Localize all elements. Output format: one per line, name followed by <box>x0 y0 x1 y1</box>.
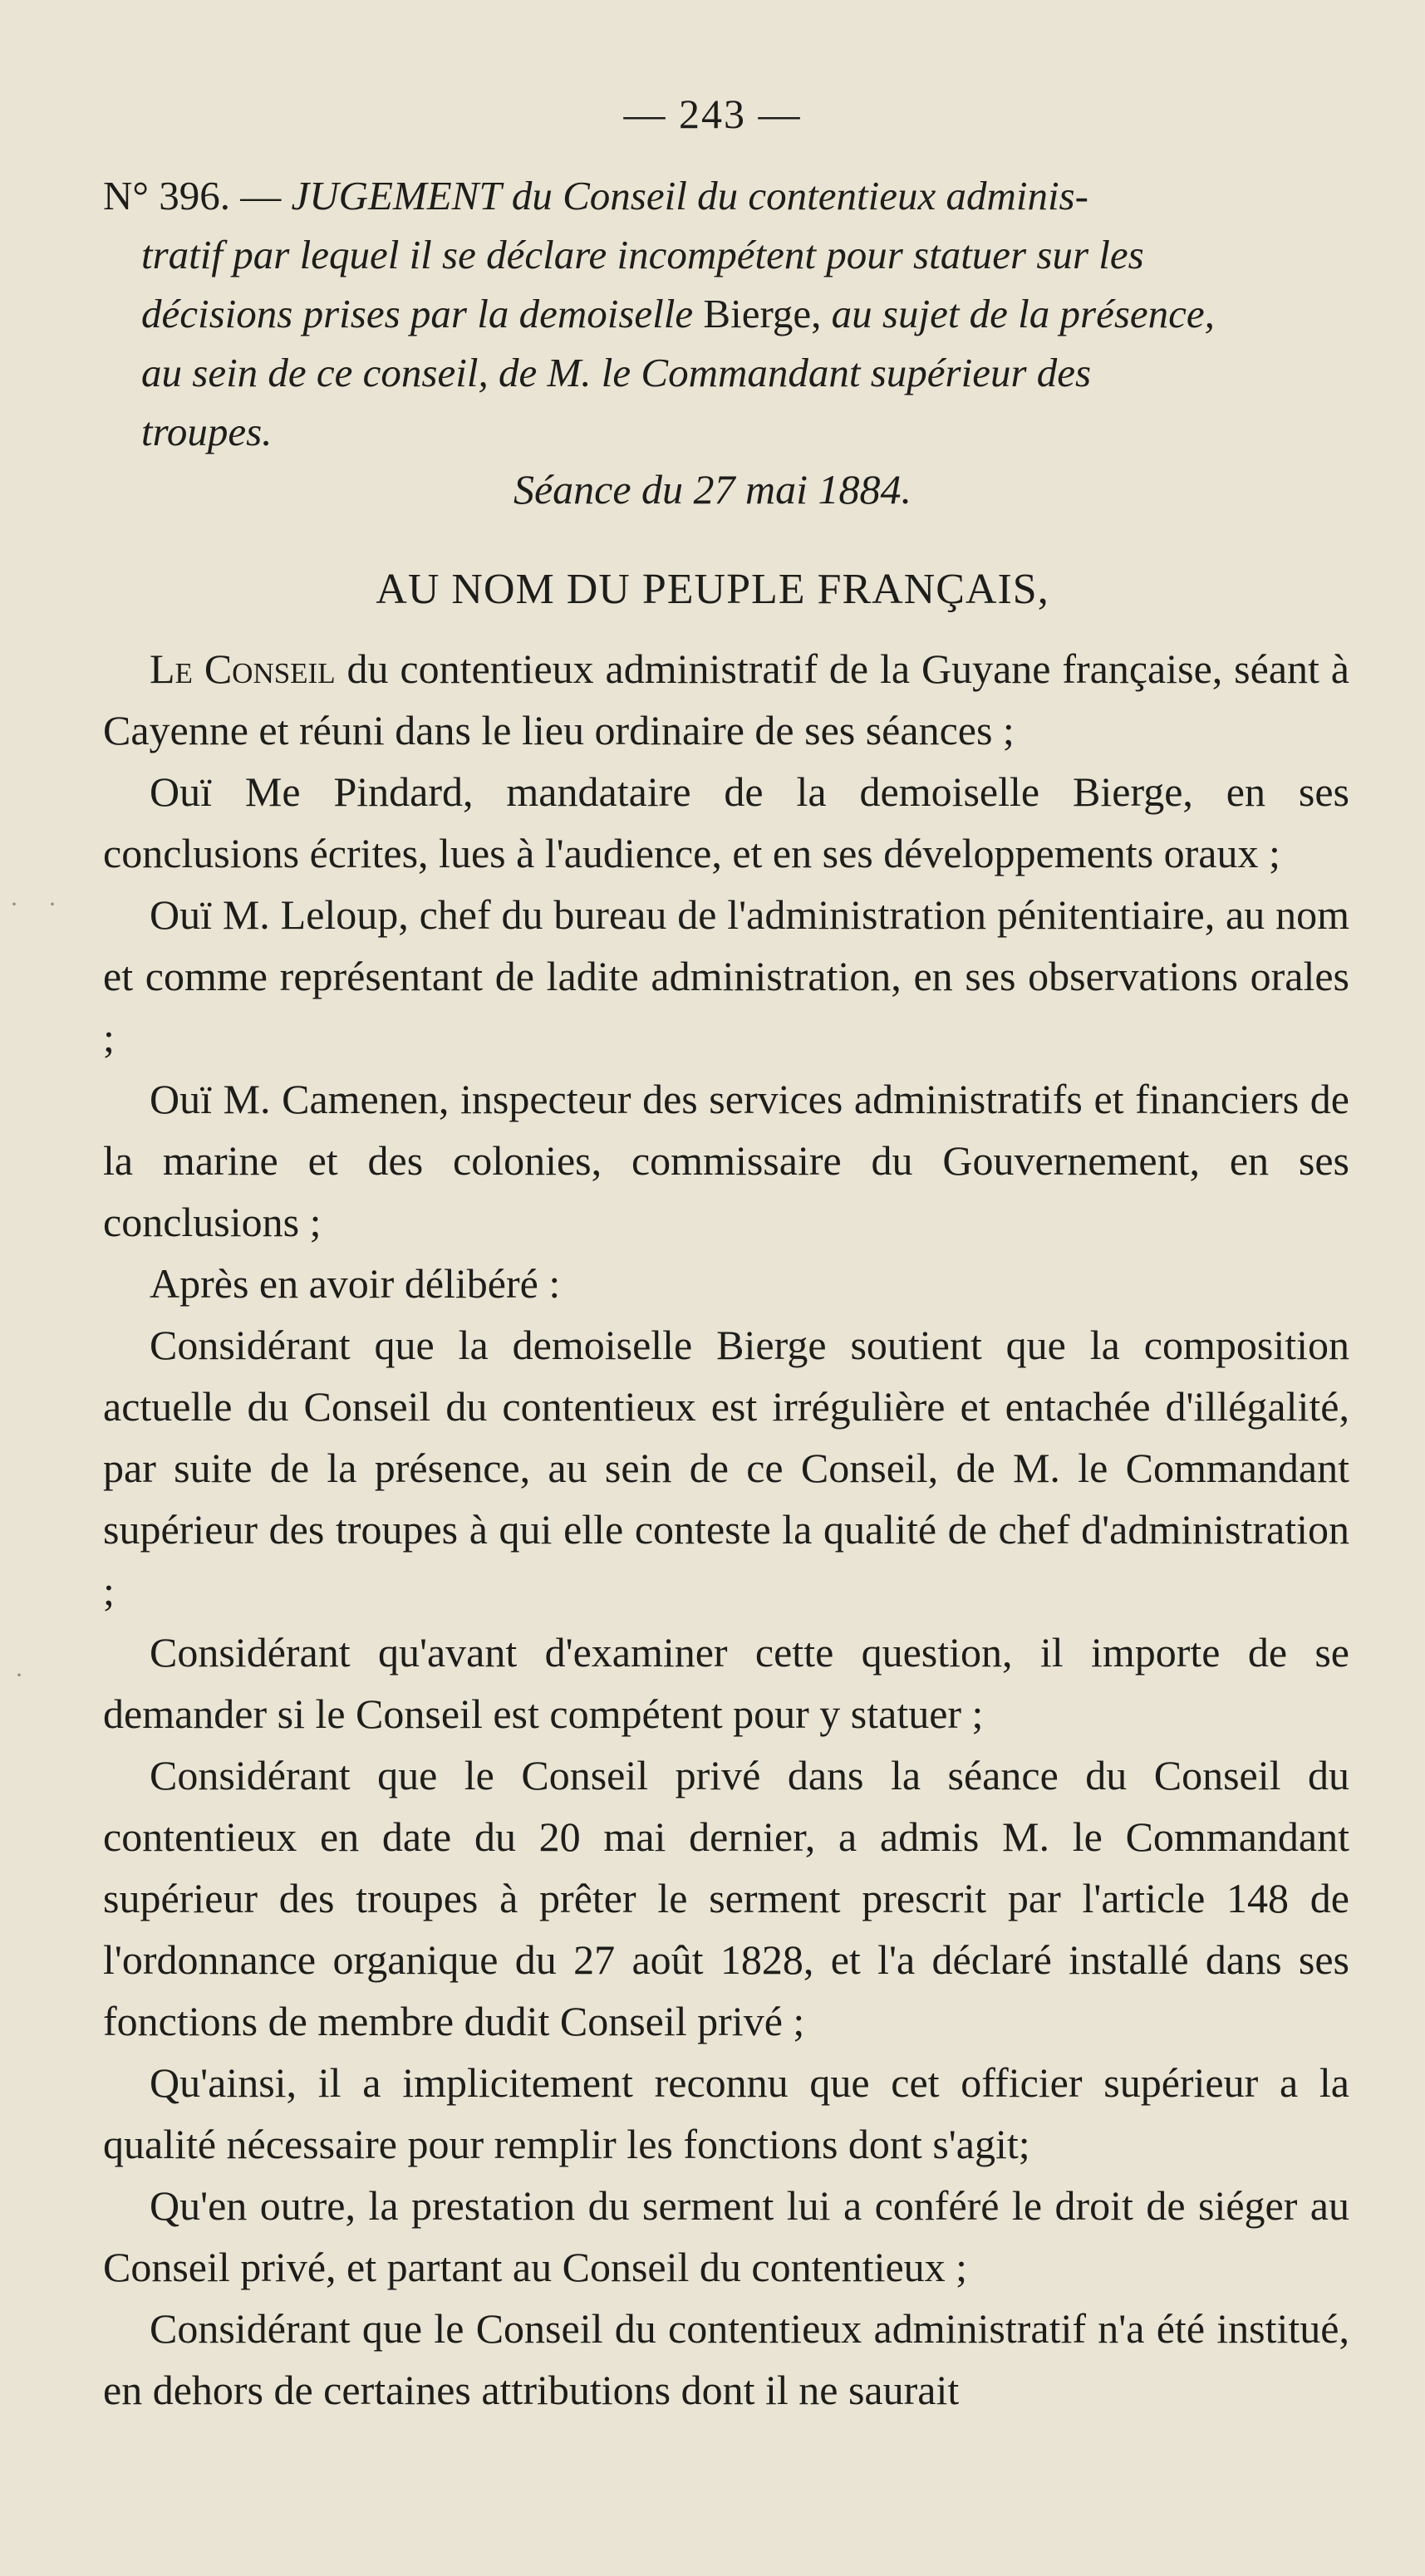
paragraph-ainsi: Qu'ainsi, il a implicitement reconnu que cet officier supérieur a la qualité nécessaire pour remplir les fonctions dont s'agit; <box>103 2059 1349 2167</box>
paragraph-considerant-1: Considérant que la demoiselle Bierge soutient que la composition actuelle du Conseil du contentieux est irrégulière et entachée d'illégalité, par suite de la présence, au sein de ce Conseil, de M. le Commandant supérieur des troupes à qui elle conteste la qualité de chef d'administration ; <box>103 1322 1349 1614</box>
judgment-body <box>103 638 1349 2421</box>
paragraph-deliberation: Après en avoir délibéré : <box>150 1260 561 1307</box>
heading-line-3: décisions prises par la demoiselle Bierge, au sujet de la présence, <box>141 291 1215 336</box>
margin-speck: · <box>15 1661 23 1689</box>
margin-speck: · <box>48 891 57 918</box>
margin-speck: · <box>10 891 18 918</box>
paragraph-conseil: Le Conseil du contentieux administratif de la Guyane française, séant à Cayenne et réuni dans le lieu ordinaire de ses séances ; <box>103 645 1350 753</box>
paragraph-camenen: Ouï M. Camenen, inspecteur des services administratifs et financiers de la marine et des colonies, commissaire du Gouvernement, en ses conclusions ; <box>103 1076 1349 1245</box>
conseil-lead: Le Conseil <box>150 645 336 692</box>
paragraph-considerant-4: Considérant que le Conseil du contentieux administratif n'a été institué, en dehors de certaines attributions dont il ne saurait <box>103 2305 1349 2413</box>
paragraph-pindard: Ouï Me Pindard, mandataire de la demoiselle Bierge, en ses conclusions écrites, lues à l'audience, et en ses développements oraux ; <box>103 768 1349 876</box>
invocation-line: AU NOM DU PEUPLE FRANÇAIS, <box>376 566 1049 613</box>
paragraph-considerant-2: Considérant qu'avant d'examiner cette question, il importe de se demander si le Conseil est compétent pour y statuer ; <box>103 1629 1349 1737</box>
page-number: — 243 — <box>623 91 802 137</box>
party-name: Bierge, <box>703 291 822 336</box>
session-date: Séance du 27 mai 1884. <box>513 466 912 513</box>
heading-line-5: troupes. <box>141 409 273 454</box>
document-heading <box>103 166 1349 461</box>
paragraph-leloup: Ouï M. Leloup, chef du bureau de l'administration pénitentiaire, au nom et comme représentant de ladite administration, en ses observations orales ; <box>103 891 1349 1061</box>
paragraph-considerant-3: Considérant que le Conseil privé dans la séance du Conseil du contentieux en date du 20 mai dernier, a admis M. le Commandant supérieur des troupes à prêter le serment prescrit par l'article 148 de l'ordonnance organique du 27 août 1828, et l'a déclaré installé dans ses fonctions de membre dudit Conseil privé ; <box>103 1752 1349 2044</box>
decision-number: N° 396. — <box>103 173 282 218</box>
paragraph-en-outre: Qu'en outre, la prestation du serment lui a conféré le droit de siéger au Conseil privé, et partant au Conseil du contentieux ; <box>103 2182 1349 2290</box>
decision-title: JUGEMENT <box>291 173 502 218</box>
heading-line-1-rest: du Conseil du contentieux adminis- <box>511 173 1088 218</box>
heading-line-4: au sein de ce conseil, de M. le Commandant supérieur des <box>141 350 1092 395</box>
heading-line-2: tratif par lequel il se déclare incompétent pour statuer sur les <box>141 232 1144 277</box>
